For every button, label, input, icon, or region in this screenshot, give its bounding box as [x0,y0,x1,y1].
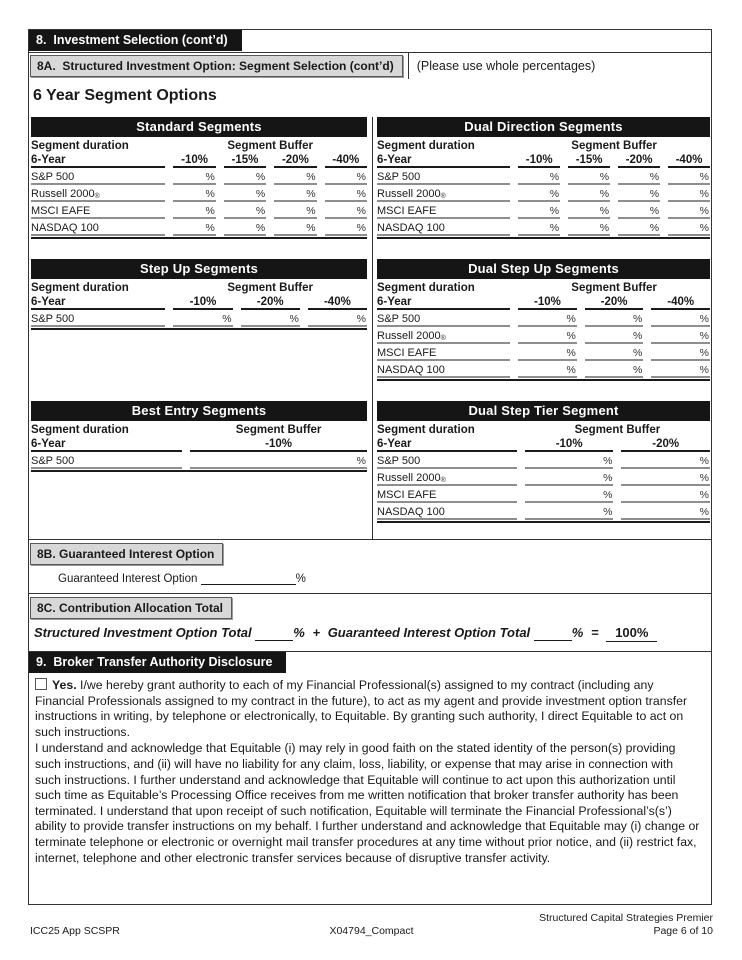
segment-duration-label: Segment duration [31,282,129,294]
percent-suffix: % [566,364,576,376]
dual_step_up-table-title: Dual Step Up Segments [377,259,710,279]
percent-suffix: % [566,347,576,359]
sio-total-input[interactable] [255,628,293,641]
percent-suffix: % [356,222,366,234]
segment-duration-label: Segment duration [31,424,129,436]
percent-suffix: % [255,171,266,183]
allocation-input-dual_direction-row1-col1[interactable] [568,185,610,202]
buffer-header--20pct: -20% [618,152,660,168]
form-content-box [28,29,712,905]
segment-options-heading: 6 Year Segment Options [33,87,217,104]
index-label: Russell 2000 ® [31,185,165,202]
percent-suffix: % [205,205,215,217]
percent-suffix: % [699,171,709,183]
allocation-input-standard-row3-col0[interactable] [173,219,215,236]
footer-page-number: Page 6 of 10 [653,925,713,937]
percent-suffix: % [295,573,306,585]
percent-suffix: % [289,313,299,325]
allocation-input-step_up-row0-col2[interactable] [308,310,367,327]
segment-duration-label: Segment duration [377,424,475,436]
index-label: Russell 2000 ® [377,185,510,202]
best_entry-table-grid [31,421,367,472]
dual_step_tier-table-grid [377,421,710,523]
segment-tables-grid [31,117,709,523]
allocation-input-dual_step_tier-row1-col1[interactable] [621,469,710,486]
allocation-input-standard-row1-col2[interactable] [274,185,316,202]
allocation-input-standard-row0-col0[interactable] [173,168,215,185]
segment-table-best_entry [31,401,367,472]
buffer-header--10pct: -10% [173,152,215,168]
section-8b-title: 8B. Guaranteed Interest Option [30,543,223,565]
allocation-input-dual_direction-row1-col2[interactable] [618,185,660,202]
percent-suffix: % [599,222,610,234]
segment-duration-value: 6-Year [31,294,165,310]
buffer-header--20pct: -20% [585,294,644,310]
index-label: S&P 500 [31,168,165,185]
allocation-input-dual_step_tier-row2-col0[interactable] [525,486,614,503]
allocation-input-standard-row3-col1[interactable] [224,219,266,236]
allocation-input-dual_direction-row3-col1[interactable] [568,219,610,236]
best_entry-table-title: Best Entry Segments [31,401,367,421]
allocation-input-dual_step_up-row2-col1[interactable] [585,344,644,361]
allocation-input-dual_step_tier-row0-col1[interactable] [621,452,710,469]
sio-total-label: Structured Investment Option Total [34,625,252,640]
percent-suffix: % [356,188,366,200]
percent-suffix: % [699,506,709,518]
segment-duration-value: 6-Year [31,152,165,168]
standard-table-title: Standard Segments [31,117,367,137]
allocation-input-standard-row1-col0[interactable] [173,185,215,202]
allocation-input-standard-row3-col2[interactable] [274,219,316,236]
step_up-table-title: Step Up Segments [31,259,367,279]
allocation-input-dual_step_up-row3-col0[interactable] [518,361,577,378]
guaranteed-interest-input[interactable] [201,572,296,585]
index-label: S&P 500 [31,452,182,469]
allocation-input-standard-row0-col1[interactable] [224,168,266,185]
dual_step_tier-table-title: Dual Step Tier Segment [377,401,710,421]
allocation-input-dual_direction-row1-col3[interactable] [668,185,710,202]
percent-suffix: % [699,205,709,217]
percent-suffix: % [699,364,709,376]
percent-suffix: % [603,455,613,467]
index-label: MSCI EAFE [31,202,165,219]
allocation-input-dual_step_up-row1-col1[interactable] [585,327,644,344]
footer-doc-code: ICC25 App SCSPR [30,925,120,937]
contribution-allocation-equation [34,625,711,645]
index-label: MSCI EAFE [377,486,517,503]
allocation-input-step_up-row0-col1[interactable] [241,310,300,327]
section-8c-title: 8C. Contribution Allocation Total [30,597,232,619]
allocation-input-standard-row0-col3[interactable] [325,168,367,185]
percent-suffix: % [255,205,266,217]
percent-suffix: % [699,455,709,467]
segment-duration-label: Segment duration [377,282,475,294]
buffer-header--10pct: -10% [525,436,614,452]
allocation-input-step_up-row0-col0[interactable] [173,310,232,327]
footer-form-code: X04794_Compact [329,925,414,937]
guaranteed-interest-label: Guaranteed Interest Option [58,573,198,585]
buffer-header--10pct: -10% [173,294,232,310]
step_up-table-grid [31,279,367,330]
percent-suffix: % [599,171,610,183]
buffer-header--20pct: -20% [241,294,300,310]
segment-buffer-label: Segment Buffer [574,424,661,436]
allocation-input-dual_step_up-row2-col0[interactable] [518,344,577,361]
buffer-header--10pct: -10% [518,152,560,168]
disclosure-paragraph-1 [35,678,702,740]
index-label: MSCI EAFE [377,202,510,219]
whole-percentages-note: (Please use whole percentages) [416,59,596,73]
allocation-input-dual_direction-row2-col0[interactable] [518,202,560,219]
segment-table-dual_step_tier [377,401,710,523]
segment-buffer-label: Segment Buffer [571,140,657,152]
percent-suffix: % [566,330,576,342]
percent-suffix: % [699,222,709,234]
index-label: NASDAQ 100 [377,219,510,236]
allocation-input-dual_step_up-row3-col2[interactable] [651,361,710,378]
gio-total-input[interactable] [534,628,572,641]
buffer-header--40pct: -40% [325,152,367,168]
page-footer [28,912,713,938]
segment-buffer-label: Segment Buffer [227,282,313,294]
section-8-title: 8. Investment Selection (cont’d) [29,30,242,51]
buffer-header--40pct: -40% [308,294,367,310]
percent-suffix: % [549,188,560,200]
allocation-input-dual_direction-row2-col2[interactable] [618,202,660,219]
section-9-title: 9. Broker Transfer Authority Disclosure [29,652,286,673]
allocation-input-dual_direction-row0-col3[interactable] [668,168,710,185]
equals-sign: = [590,625,599,640]
percent-suffix: % [205,188,215,200]
percent-suffix: % [306,222,316,234]
footer-product-page [483,912,713,938]
index-label: NASDAQ 100 [377,361,510,378]
percent-suffix: % [599,205,610,217]
allocation-input-dual_step_up-row1-col2[interactable] [651,327,710,344]
allocation-input-dual_step_up-row0-col0[interactable] [518,310,577,327]
allocation-input-dual_step_up-row3-col1[interactable] [585,361,644,378]
percent-suffix: % [205,171,215,183]
segment-duration-value: 6-Year [377,436,517,452]
percent-suffix: % [633,330,643,342]
allocation-input-standard-row1-col3[interactable] [325,185,367,202]
allocation-input-dual_direction-row2-col3[interactable] [668,202,710,219]
percent-suffix: % [699,347,709,359]
percent-suffix: % [549,222,560,234]
segment-table-dual_step_up [377,259,710,381]
section-8-header-row [29,30,711,53]
segment-buffer-label: Segment Buffer [571,282,657,294]
allocation-input-dual_step_up-row2-col2[interactable] [651,344,710,361]
dual_direction-table-title: Dual Direction Segments [377,117,710,137]
allocation-input-dual_step_up-row0-col1[interactable] [585,310,644,327]
yes-label: Yes. [52,678,77,692]
footer-product-name: Structured Capital Strategies Premier [539,912,713,924]
percent-suffix: % [306,205,316,217]
segment-duration-value: 6-Year [31,436,182,452]
broker-transfer-disclosure [29,673,711,866]
percent-suffix: % [649,205,660,217]
percent-suffix: % [255,222,266,234]
broker-transfer-yes-checkbox[interactable] [35,678,47,690]
percent-suffix: % [699,472,709,484]
index-label: Russell 2000 ® [377,327,510,344]
buffer-header--15pct: -15% [568,152,610,168]
index-label: MSCI EAFE [377,344,510,361]
allocation-input-standard-row3-col3[interactable] [325,219,367,236]
allocation-input-dual_step_tier-row0-col0[interactable] [525,452,614,469]
allocation-input-standard-row2-col3[interactable] [325,202,367,219]
allocation-input-standard-row0-col2[interactable] [274,168,316,185]
section-8b [29,539,711,587]
percent-suffix: % [699,188,709,200]
segment-duration-value: 6-Year [377,294,510,310]
percent-suffix: % [603,489,613,501]
allocation-input-dual_step_tier-row2-col1[interactable] [621,486,710,503]
allocation-input-standard-row2-col2[interactable] [274,202,316,219]
percent-suffix: % [306,188,316,200]
allocation-input-dual_direction-row0-col2[interactable] [618,168,660,185]
percent-suffix: % [356,205,366,217]
buffer-header--10pct: -10% [518,294,577,310]
percent-suffix: % [649,171,660,183]
percent-suffix: % [699,489,709,501]
dual_step_up-table-grid [377,279,710,381]
disclosure-text-1: I/we hereby grant authority to each of my Financial Professional(s) assigned to my contract (including any Financial Professionals assigned to my contract in the future), to act as my agent and provide investment option transfer instructions in writing, by telephone or electronically, to Equitable. By granting such authority, I direct Equitable to act on such instructions. [35,678,688,739]
allocation-input-dual_step_tier-row3-col1[interactable] [621,503,710,520]
percent-suffix: % [566,313,576,325]
allocation-input-dual_direction-row3-col3[interactable] [668,219,710,236]
percent-sign: % [571,625,584,640]
allocation-input-dual_step_up-row1-col0[interactable] [518,327,577,344]
index-label: S&P 500 [31,310,165,327]
percent-suffix: % [205,222,215,234]
percent-suffix: % [633,313,643,325]
plus-sign: + [312,625,321,640]
allocation-input-dual_step_tier-row1-col0[interactable] [525,469,614,486]
percent-suffix: % [549,205,560,217]
percent-suffix: % [255,188,266,200]
percent-suffix: % [633,347,643,359]
disclosure-paragraph-2: I understand and acknowledge that Equitable (i) may rely in good faith on the stated identity of the person(s) providing such instructions, and (ii) will have no liability for any claim, loss, liability, or expense that may arise in connection with such instructions. I further understand and acknowledge that Equitable will continue to act upon this authorization until such time as Equitable’s Processing Office receives from me written notification that broker transfer authority has been terminated. I understand that upon receipt of such notification, Equitable will terminate the Financial Professional’s(s’) ability to provide transfer instructions on my behalf. I further understand and acknowledge that Equitable may (i) change or terminate telephone or electronic or overnight mail transfer procedures at any time without prior notice, and (ii) restrict fax, internet, telephone and other electronic transfer services because of disruptive transfer activity. [35,741,700,865]
guaranteed-interest-line [58,572,711,587]
section-8c [29,593,711,645]
segment-tables-region [31,117,709,523]
index-label: Russell 2000 ® [377,469,517,486]
segment-table-standard [31,117,367,239]
buffer-header--40pct: -40% [651,294,710,310]
allocation-input-best_entry-row0-col0[interactable] [190,452,367,469]
percent-suffix: % [699,313,709,325]
percent-suffix: % [599,188,610,200]
section-9 [29,651,711,866]
percent-suffix: % [222,313,232,325]
segment-duration-value: 6-Year [377,152,510,168]
buffer-header--10pct: -10% [190,436,367,452]
segment-buffer-label: Segment Buffer [235,424,322,436]
index-label: NASDAQ 100 [31,219,165,236]
standard-table-grid [31,137,367,239]
index-label: S&P 500 [377,452,517,469]
index-label: S&P 500 [377,168,510,185]
percent-sign: % [293,625,305,640]
percent-suffix: % [633,364,643,376]
allocation-input-dual_direction-row0-col0[interactable] [518,168,560,185]
allocation-input-standard-row2-col1[interactable] [224,202,266,219]
allocation-grand-total: 100% [606,625,657,642]
index-label: NASDAQ 100 [377,503,517,520]
allocation-input-dual_step_up-row0-col2[interactable] [651,310,710,327]
segment-duration-label: Segment duration [377,140,475,152]
percent-suffix: % [649,188,660,200]
percent-suffix: % [356,455,366,467]
gio-total-label: Guaranteed Interest Option Total [327,625,531,640]
percent-suffix: % [549,171,560,183]
buffer-header--40pct: -40% [668,152,710,168]
allocation-input-dual_direction-row0-col1[interactable] [568,168,610,185]
allocation-input-dual_direction-row3-col2[interactable] [618,219,660,236]
allocation-input-dual_step_tier-row3-col0[interactable] [525,503,614,520]
percent-suffix: % [356,171,366,183]
dual_direction-table-grid [377,137,710,239]
buffer-header--20pct: -20% [621,436,710,452]
buffer-header--20pct: -20% [274,152,316,168]
percent-suffix: % [306,171,316,183]
segment-table-step_up [31,259,367,330]
percent-suffix: % [356,313,366,325]
buffer-header--15pct: -15% [224,152,266,168]
index-label: S&P 500 [377,310,510,327]
section-8a-title: 8A. Structured Investment Option: Segment Selection (cont’d) [30,55,403,77]
percent-suffix: % [699,330,709,342]
allocation-input-standard-row1-col1[interactable] [224,185,266,202]
segment-buffer-label: Segment Buffer [227,140,313,152]
allocation-input-dual_direction-row3-col0[interactable] [518,219,560,236]
percent-suffix: % [603,472,613,484]
percent-suffix: % [649,222,660,234]
allocation-input-dual_direction-row2-col1[interactable] [568,202,610,219]
allocation-input-standard-row2-col0[interactable] [173,202,215,219]
percent-suffix: % [603,506,613,518]
segment-table-dual_direction [377,117,710,239]
allocation-input-dual_direction-row1-col0[interactable] [518,185,560,202]
section-8a-header-row [29,53,711,79]
segment-duration-label: Segment duration [31,140,129,152]
